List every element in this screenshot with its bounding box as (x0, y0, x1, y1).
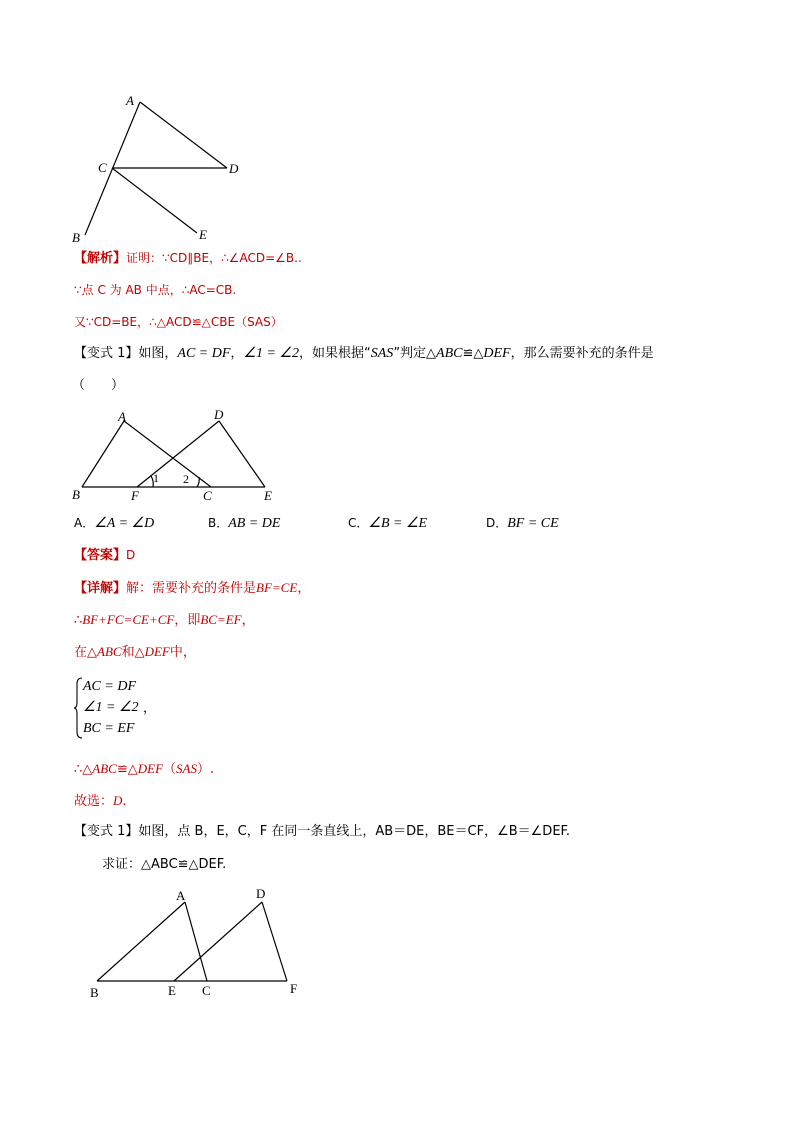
option-a-text: ∠A = ∠D (94, 516, 155, 531)
segment-ac (185, 902, 207, 981)
detail-3-abc: ABC (97, 644, 122, 659)
variant1-paren: （ ） (72, 378, 125, 393)
choose-period: . (122, 794, 127, 809)
segment-df (262, 902, 287, 981)
conclusion-text: ∴△ (74, 762, 93, 777)
detail-2-result: BC=EF (200, 612, 242, 627)
segment-ed (174, 902, 262, 981)
fig3-label-d: D (256, 886, 266, 901)
detail-3-text: 在△ (74, 645, 97, 660)
fig3-label-e: E (168, 983, 176, 998)
fig3-label-f: F (290, 981, 298, 996)
jiexi-tag: 【解析】 (74, 251, 127, 266)
option-d-letter: D． (486, 516, 508, 530)
variant1-q-cong: ≌△ (462, 346, 484, 361)
variant1-q-cond1: AC = DF (177, 346, 231, 361)
variant2-text: 如图，点 B，E，C，F 在同一条直线上，AB＝DE，BE＝CF，∠B＝∠DEF. (138, 824, 571, 839)
detail-1-comma: ， (297, 581, 311, 596)
system-comma: ， (143, 701, 157, 716)
fig2-angle-2-label: 2 (183, 472, 189, 486)
fig2-label-f: F (131, 488, 139, 503)
detail-1-text: 解：需要补充的条件是 (126, 581, 257, 596)
variant1-q-sas: SAS (370, 346, 394, 361)
system-line-2: ∠1 = ∠2 (83, 700, 139, 715)
answer-tag: 【答案】 (74, 548, 127, 563)
fig2-label-b: B (72, 487, 80, 502)
variant2-tag: 【变式 1】 (74, 824, 139, 839)
variant1-q-text4: ，那么需要补充的条件是 (510, 346, 654, 361)
conclusion-abc: ABC (92, 761, 117, 776)
detail-3-and: 和△ (121, 645, 145, 660)
conclusion-paren-close: ）. (196, 762, 215, 777)
jiexi-line-2: ∵点 C 为 AB 中点，∴AC=CB. (74, 283, 237, 297)
variant1-q-sep: ， (230, 346, 244, 361)
fig2-label-d: D (214, 407, 224, 422)
fig2-label-e: E (264, 488, 272, 503)
fig3-label-c: C (202, 983, 211, 998)
fig1-label-c: C (98, 160, 107, 175)
variant1-q-abc: ABC (436, 346, 463, 361)
system-line-1: AC = DF (83, 679, 136, 694)
variant2-prove: 求证：△ABC≌△DEF. (102, 857, 227, 872)
segment-ba (97, 902, 185, 981)
option-a-letter: A． (74, 516, 95, 530)
detail-3-end: 中， (169, 645, 196, 660)
conclusion-cong: ≌△ (116, 762, 138, 777)
detail-2-comma: ， (241, 613, 255, 628)
answer-value: D (126, 548, 136, 562)
system-line-3: BC = EF (83, 721, 135, 736)
jiexi-line-3: 又∵CD=BE，∴△ACD≌△CBE（SAS） (74, 315, 283, 329)
variant1-q-text3: ”判定△ (393, 346, 437, 361)
detail-2-text: ，即 (174, 613, 201, 628)
choose-answer: D (113, 793, 123, 808)
choose-text: 故选： (74, 794, 114, 809)
fig1-label-e: E (199, 227, 207, 242)
conclusion-def: DEF (137, 761, 164, 776)
fig3-label-a: A (176, 888, 186, 903)
detail-2-sum: BF+FC=CE+CF (82, 612, 175, 627)
option-d-text: BF = CE (507, 516, 559, 531)
jiexi-text-1: 证明：∵CD∥BE，∴∠ACD=∠B.. (126, 251, 302, 265)
option-c-letter: C． (348, 516, 369, 530)
variant1-q-text2: ，如果根据“ (299, 346, 371, 361)
variant1-q-text: 如图， (138, 346, 178, 361)
option-c-text: ∠B = ∠E (368, 516, 428, 531)
conclusion-sas: SAS (176, 761, 197, 776)
fig1-label-a: A (126, 93, 134, 108)
fig2-angle-1-label: 1 (153, 471, 159, 485)
detail-2-therefore: ∴ (74, 613, 83, 628)
fig3-label-b: B (90, 985, 99, 1000)
detail-tag: 【详解】 (74, 581, 127, 596)
fig1-label-d: D (229, 161, 239, 176)
detail-3-def: DEF (144, 644, 170, 659)
option-b-text: AB = DE (228, 516, 281, 531)
variant1-tag: 【变式 1】 (74, 346, 139, 361)
conclusion-paren-open: （ (163, 762, 177, 777)
variant1-q-def: DEF (483, 346, 511, 361)
option-b-letter: B． (208, 516, 229, 530)
variant1-q-cond2: ∠1 = ∠2 (243, 346, 299, 361)
detail-1-cond: BF=CE (256, 580, 298, 595)
fig2-label-c: C (203, 488, 212, 503)
fig1-label-b: B (72, 230, 80, 245)
fig2-label-a: A (118, 409, 126, 424)
